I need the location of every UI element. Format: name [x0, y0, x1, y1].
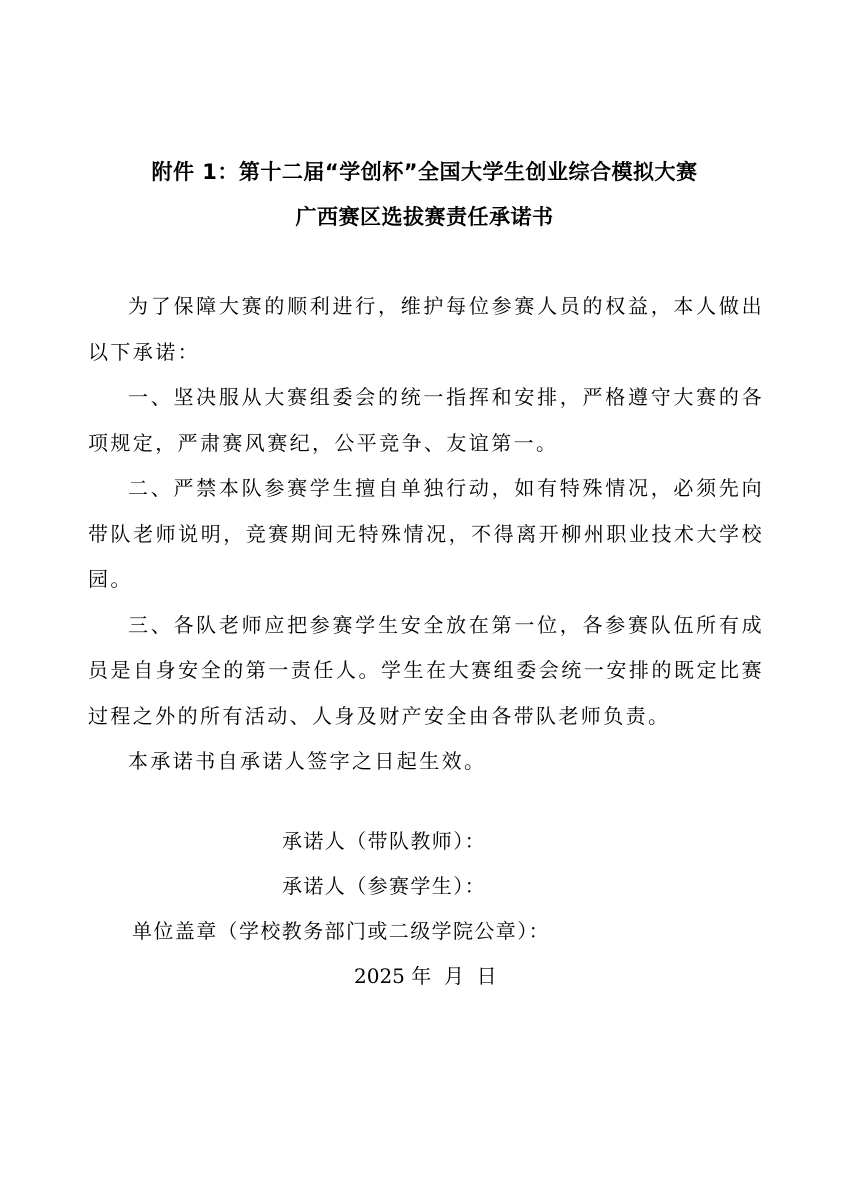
date-line: 2025 年 月 日: [354, 964, 497, 988]
document-body: [88, 284, 764, 785]
signature-teacher-line: 承诺人（带队教师）：: [282, 829, 486, 853]
document-title-line-2: 广西赛区选拔赛责任承诺书: [295, 205, 554, 229]
effective-statement: 本承诺书自承诺人签字之日起生效。: [128, 749, 487, 773]
document-title-line-1: 附件 1：第十二届“学创杯”全国大学生创业综合模拟大赛: [151, 160, 698, 184]
intro-paragraph: 为了保障大赛的顺利进行，维护每位参赛人员的权益，本人做出以下承诺：: [88, 294, 764, 364]
commitment-item-3: 三、各队老师应把参赛学生安全放在第一位，各参赛队伍所有成员是自身安全的第一责任人。学生在大赛组委会统一安排的既定比赛过程之外的所有活动、人身及财产安全由各带队老师负责。: [88, 612, 764, 728]
commitment-item-2: 二、严禁本队参赛学生擅自单独行动，如有特殊情况，必须先向带队老师说明，竞赛期间无特殊情况，不得离开柳州职业技术大学校园。: [88, 476, 764, 591]
signature-student-line: 承诺人（参赛学生）：: [282, 874, 486, 898]
unit-seal-line: 单位盖章（学校教务部门或二级学院公章）：: [132, 919, 550, 943]
commitment-item-1: 一、坚决服从大赛组委会的统一指挥和安排，严格遵守大赛的各项规定，严肃赛风赛纪，公平竞争、友谊第一。: [88, 385, 764, 455]
